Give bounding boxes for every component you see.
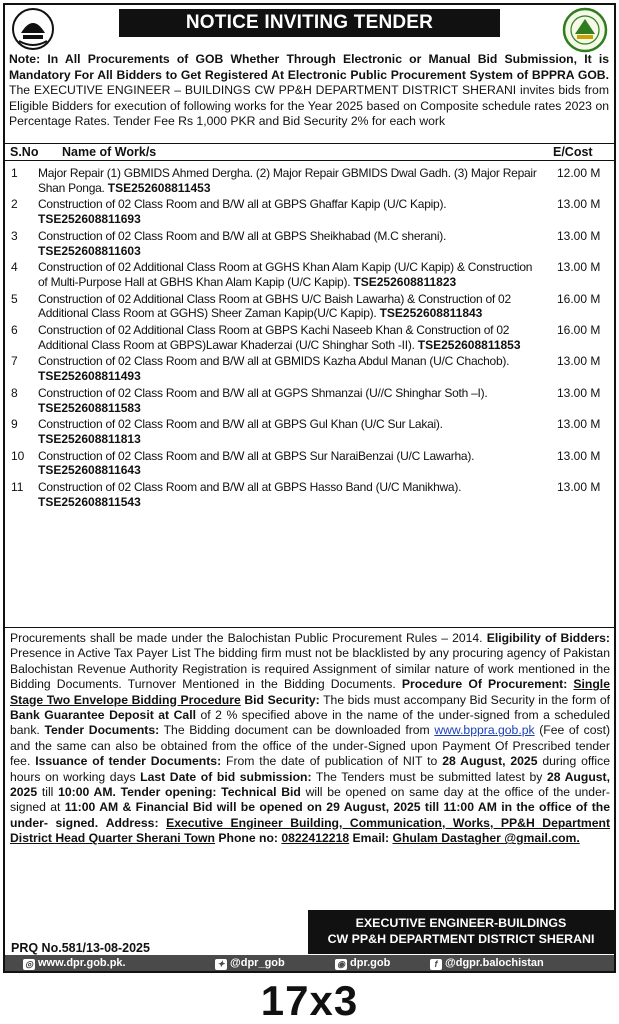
- header-estimated-cost: E/Cost: [553, 145, 593, 159]
- tender-id: TSE252608811543: [38, 494, 141, 509]
- row-cost: 16.00 M: [557, 323, 601, 338]
- bid-security-text: The bids must accompany Bid Security in the form of: [323, 692, 610, 707]
- table-row: [5, 260, 614, 289]
- work-description: Construction of 02 Class Room and B/W all at GBPS Sheikhabad (M.C sherani).: [38, 228, 447, 243]
- procedure-value: Single Stage Two Envelope Bidding Procedure: [10, 677, 610, 707]
- tender-opening-text: will be opened on same day at the office of the under- signed at: [10, 785, 610, 815]
- row-work: [38, 197, 538, 226]
- tender-id: TSE252608811693: [38, 212, 141, 227]
- last-date-label: Last Date of bid submission:: [140, 769, 312, 784]
- instagram-handle: dpr.gob: [350, 957, 391, 969]
- facebook-icon: f: [430, 959, 442, 970]
- row-work: [38, 417, 538, 446]
- issuance-date: 28 August, 2025: [442, 754, 538, 769]
- row-sno: 10: [11, 448, 25, 463]
- row-cost: 13.00 M: [557, 417, 601, 432]
- twitter-icon: ✦: [215, 959, 227, 970]
- work-description: Construction of 02 Class Room and B/W all at GBMIDS Kazha Abdul Manan (U/C Chachob).: [38, 354, 510, 369]
- twitter-handle: @dpr_gob: [230, 957, 285, 969]
- rules-text: Procurements shall be made under the Balochistan Public Procurement Rules – 2014.: [10, 631, 483, 645]
- table-row: [5, 449, 614, 478]
- submission-date: 28 August, 2025: [10, 769, 610, 800]
- work-description: Major Repair (1) GBMIDS Ahmed Dergha. (2) Major Repair GBMIDS Dwal Gadh. (3) Major Repair Shan Ponga.: [38, 166, 537, 195]
- work-description: Construction of 02 Class Room and B/W all at GBPS Sur NaraiBenzai (U/C Lawarha).: [38, 448, 475, 463]
- row-cost: 12.00 M: [557, 166, 601, 180]
- row-sno: 9: [11, 417, 18, 432]
- tender-documents-label: Tender Documents:: [44, 723, 160, 738]
- notice-title: NOTICE INVITING TENDER: [119, 9, 500, 37]
- address-label: Address:: [105, 815, 159, 830]
- row-cost: 13.00 M: [557, 260, 601, 275]
- tender-notice: [3, 3, 616, 973]
- row-work: [38, 292, 538, 321]
- tender-documents-text: The Bidding document can be downloaded from: [163, 723, 430, 738]
- work-description: Construction of 02 Class Room and B/W all at GBPS Ghaffar Kapip (U/C Kapip).: [38, 197, 447, 212]
- phone-label: Phone no:: [218, 831, 278, 846]
- table-header: [5, 143, 614, 161]
- globe-icon: ◎: [23, 959, 35, 970]
- intro-paragraph: [9, 52, 609, 130]
- table-row: [5, 323, 614, 352]
- header-name-of-work: Name of Work/s: [62, 145, 157, 159]
- table-row: [5, 197, 614, 226]
- table-row: [5, 480, 614, 509]
- web-handle: www.dpr.gob.pk.: [38, 957, 126, 969]
- balochistan-emblem-icon: [11, 7, 55, 51]
- issuance-text: From the date of publication of NIT to: [226, 754, 438, 769]
- eligibility-label: Eligibility of Bidders:: [486, 631, 610, 645]
- work-description: Construction of 02 Class Room and B/W all at GBPS Gul Khan (U/C Sur Lakai).: [38, 417, 443, 432]
- row-work: [38, 166, 538, 195]
- instagram-icon: ◉: [335, 959, 347, 970]
- social-web: [23, 955, 126, 971]
- row-work: [38, 229, 538, 258]
- tender-id: TSE252608811583: [38, 400, 141, 415]
- table-row: [5, 417, 614, 446]
- work-description: Construction of 02 Class Room and B/W all at GBPS Hasso Band (U/C Manikhwa).: [38, 480, 462, 495]
- row-work: [38, 480, 538, 509]
- social-strip: [5, 955, 614, 971]
- table-row: [5, 292, 614, 321]
- tender-documents-text-2: (Fee of cost) and the same can also be obtained from the office of the under-Signed upon Payment Of Prescribed tender fee.: [10, 723, 611, 769]
- tender-id: TSE252608811823: [353, 274, 457, 289]
- bid-security-label: Bid Security:: [244, 692, 320, 707]
- row-work: [38, 449, 538, 478]
- signatory-line-1: EXECUTIVE ENGINEER-BUILDINGS: [355, 916, 567, 930]
- row-work: [38, 323, 538, 352]
- social-twitter: [215, 955, 285, 971]
- bank-guarantee: Bank Guarantee Deposit at Call: [10, 708, 196, 723]
- row-sno: 7: [11, 354, 18, 369]
- eligibility-text: Presence in Active Tax Payer List The bidding firm must not be blacklisted by any procuring agency of Pakistan Balochistan Revenue Authority Registration is required Assignment of similar nature of work mentioned in the Bidding Documents. Turnover Mentioned in the Bidding Documents.: [10, 646, 610, 692]
- row-sno: 8: [11, 385, 18, 400]
- work-description: Construction of 02 Additional Class Room at GBHS U/C Baish Lawarha) & Construction of 02 Additional Class Room at GGHS) Sheer Zaman Kapip(U/C Kapip).: [38, 291, 511, 321]
- header-sno: S.No: [10, 145, 39, 159]
- row-sno: 2: [11, 197, 18, 212]
- row-cost: 16.00 M: [557, 291, 601, 306]
- notice-header: [5, 5, 614, 53]
- social-facebook: [430, 955, 544, 971]
- table-row: [5, 229, 614, 258]
- row-sno: 4: [11, 260, 18, 275]
- table-row: [5, 386, 614, 415]
- row-cost: 13.00 M: [557, 385, 601, 400]
- row-work: [38, 386, 538, 415]
- ad-size-label: 17x3: [260, 977, 359, 1024]
- opening-times: 11:00 AM & Financial Bid will be opened on 29 August, 2025 till 11:00 AM in the office of the under- signed.: [10, 800, 611, 830]
- department-emblem-icon: [562, 7, 608, 53]
- email-label: Email:: [352, 831, 390, 846]
- signatory-box: [308, 910, 614, 954]
- row-sno: 1: [11, 166, 18, 180]
- row-sno: 6: [11, 323, 18, 338]
- submission-time: 10:00 AM.: [58, 785, 116, 800]
- social-instagram: [335, 955, 390, 971]
- issuance-text-2: during office hours on working days: [10, 754, 611, 784]
- row-cost: 13.00 M: [557, 197, 601, 212]
- row-cost: 13.00 M: [557, 354, 601, 369]
- row-cost: 13.00 M: [557, 228, 601, 243]
- note-label: Note:: [9, 52, 41, 66]
- row-sno: 5: [11, 291, 18, 306]
- submission-text: The Tenders must be submitted latest by: [315, 769, 543, 784]
- signatory-line-2: CW PP&H DEPARTMENT DISTRICT SHERANI: [327, 932, 595, 946]
- tender-id: TSE252608811603: [38, 243, 141, 258]
- work-description: Construction of 02 Additional Class Room at GGHS Khan Alam Kapip (U/C Kapip) & Construction of Multi-Purpose Hall at GBHS Khan Alam Kapip (U/C Kapip).: [38, 260, 533, 289]
- address-value: Executive Engineer Building, Communication, Works, PP&H Department District Head Quarter Sherani Town: [10, 815, 611, 846]
- row-sno: 3: [11, 228, 18, 243]
- email-value: Ghulam Dastagher @gmail.com.: [392, 831, 580, 846]
- issuance-label: Issuance of tender Documents:: [35, 754, 222, 769]
- tender-id: TSE252608811643: [38, 463, 141, 478]
- tender-id: TSE252608811843: [379, 306, 483, 321]
- bid-security-text-2: of 2 % specified above in the name of the under-signed from a scheduled bank.: [10, 708, 610, 738]
- table-row: [5, 354, 614, 383]
- intro-body: The EXECUTIVE ENGINEER – BUILDINGS CW PP&H DEPARTMENT DISTRICT SHERANI invites bids from Eligible Bidders for execution of following works for the Year 2025 based on Composite schedule rates 2023 on Percentage Rates. Tender Fee Rs 1,000 PKR and Bid Security 2% for each work: [9, 83, 609, 128]
- procedure-label: Procedure Of Procurement:: [401, 677, 568, 692]
- row-cost: 13.00 M: [557, 480, 601, 495]
- tender-id: TSE252608811813: [38, 431, 141, 446]
- tender-id: TSE252608811853: [417, 337, 521, 352]
- tender-opening-label: Tender opening: Technical Bid: [120, 785, 301, 800]
- row-cost: 13.00 M: [557, 448, 601, 463]
- terms-paragraph: [5, 627, 614, 847]
- facebook-handle: @dgpr.balochistan: [445, 957, 544, 969]
- note-text: In All Procurements of GOB Whether Through Electronic or Manual Bid Submission, It is Mandatory For All Bidders to Get Registered At Electronic Public Procurement System of BPPRA GOB.: [9, 52, 609, 82]
- prq-number: PRQ No.581/13-08-2025: [11, 941, 150, 955]
- tender-id: TSE252608811453: [107, 180, 211, 195]
- works-table: [5, 166, 614, 511]
- row-work: [38, 354, 538, 383]
- submission-text-2: till: [41, 785, 54, 800]
- tender-id: TSE252608811493: [38, 369, 141, 384]
- bppra-website-link[interactable]: www.bppra.gob.pk: [434, 723, 535, 738]
- phone-value: 0822412218: [281, 831, 350, 846]
- row-work: [38, 260, 538, 289]
- table-row: [5, 166, 614, 195]
- row-sno: 11: [11, 480, 24, 495]
- work-description: Construction of 02 Additional Class Room at GBPS Kachi Naseeb Khan & Construction of 02 Additional Class Room at GBPS)Lawar Khaderzai (U/C Shinghar Soth -II).: [38, 323, 510, 352]
- work-description: Construction of 02 Class Room and B/W all at GGPS Shmanzai (U//C Shinghar Soth –I).: [38, 385, 488, 400]
